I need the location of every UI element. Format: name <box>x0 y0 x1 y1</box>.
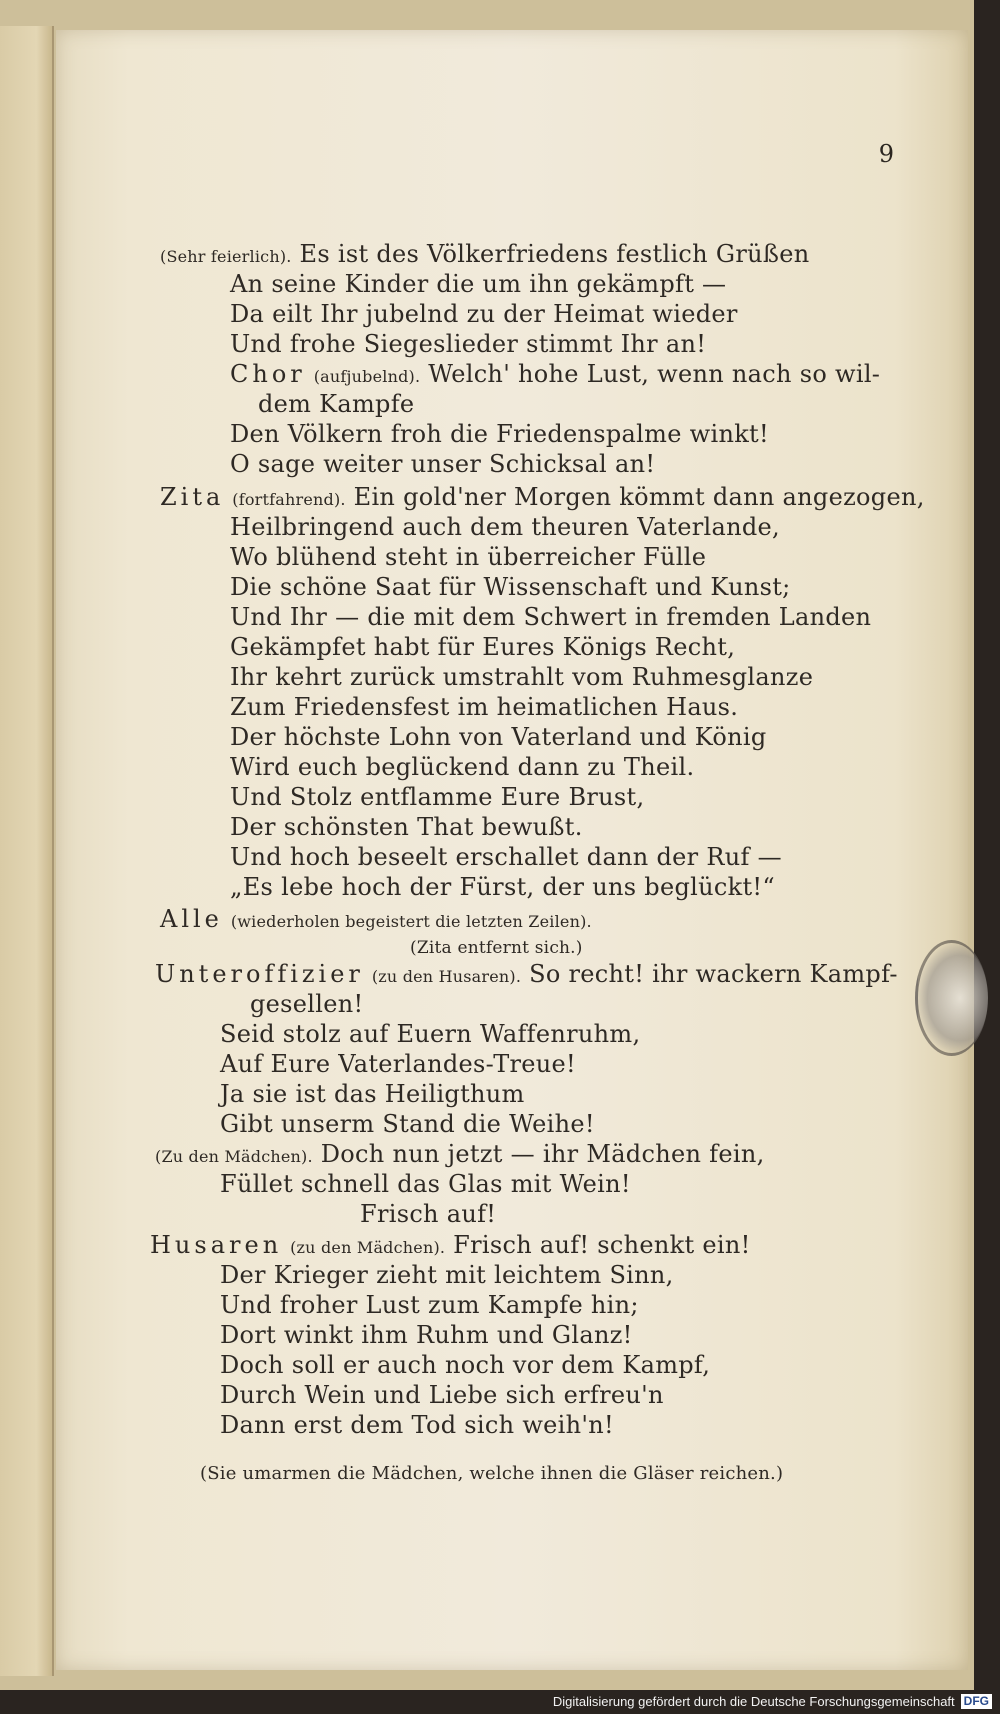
stage-direction: (zu den Mädchen). <box>290 1238 446 1257</box>
verse-text: Den Völkern froh die Friedenspalme winkt! <box>230 420 769 448</box>
verse-text: Wird euch beglückend dann zu Theil. <box>230 753 695 781</box>
verse-text: Welch' hohe Lust, wenn nach so wil- <box>428 360 881 388</box>
stage-direction: (zu den Husaren). <box>371 967 522 986</box>
text-line <box>200 1457 783 1485</box>
verse-text: Es ist des Völkerfriedens festlich Grüßen <box>299 240 810 268</box>
text-line <box>410 931 583 959</box>
verse-text: An seine Kinder die um ihn gekämpft — <box>230 270 727 298</box>
speaker-name: Unteroffizier <box>155 960 364 988</box>
text-line <box>230 633 735 661</box>
speaker-name: Chor <box>230 360 306 388</box>
verse-text: Gekämpfet habt für Eures Königs Recht, <box>230 633 736 661</box>
speaker-name: Alle <box>160 905 223 933</box>
stage-direction: (Sehr feierlich). <box>160 247 292 266</box>
stage-direction: (wiederholen begeistert die letzten Zeilen). <box>230 912 592 931</box>
text-line <box>230 543 706 571</box>
verse-text: Ihr kehrt zurück umstrahlt vom Ruhmesglanze <box>230 663 814 691</box>
text-line <box>230 663 813 691</box>
left-page-edge <box>0 26 54 1676</box>
text-line <box>150 1231 751 1259</box>
text-line <box>220 1110 595 1138</box>
verse-text: Der schönsten That bewußt. <box>230 813 583 841</box>
verse-text: Zum Friedensfest im heimatlichen Haus. <box>230 693 739 721</box>
stage-direction: (Zita entfernt sich.) <box>410 938 583 958</box>
clip-shadow <box>915 940 988 1056</box>
verse-text: Frisch auf! <box>360 1200 497 1228</box>
verse-text: Frisch auf! schenkt ein! <box>453 1231 751 1259</box>
text-line <box>250 990 363 1018</box>
stage-direction: (Sie umarmen die Mädchen, welche ihnen die Gläser reichen.) <box>200 1463 784 1484</box>
text-line <box>220 1020 640 1048</box>
speaker-name: Husaren <box>150 1231 283 1259</box>
text-line <box>220 1170 631 1198</box>
text-line <box>220 1321 633 1349</box>
text-line <box>230 753 694 781</box>
text-line <box>155 1140 765 1168</box>
footer-text: Digitalisierung gefördert durch die Deutsche Forschungsgemeinschaft <box>552 1693 955 1709</box>
verse-text: Die schöne Saat für Wissenschaft und Kunst; <box>230 573 791 601</box>
text-line <box>220 1351 710 1379</box>
text-line <box>220 1050 576 1078</box>
verse-text: Seid stolz auf Euern Waffenruhm, <box>220 1020 641 1048</box>
verse-text: Der Krieger zieht mit leichtem Sinn, <box>220 1261 674 1289</box>
verse-text: Durch Wein und Liebe sich erfreu'n <box>220 1381 664 1409</box>
text-line <box>220 1381 664 1409</box>
text-line <box>230 723 767 751</box>
dfg-logo: DFG <box>961 1694 992 1709</box>
verse-text: So recht! ihr wackern Kampf- <box>529 960 898 988</box>
verse-text: Da eilt Ihr jubelnd zu der Heimat wieder <box>230 300 738 328</box>
text-line <box>230 450 655 478</box>
verse-text: Gibt unserm Stand die Weihe! <box>220 1110 595 1138</box>
text-line <box>230 360 880 388</box>
text-line <box>160 240 809 268</box>
verse-text: Heilbringend auch dem theuren Vaterlande, <box>230 513 780 541</box>
text-line <box>258 390 414 418</box>
verse-text: Und Stolz entflamme Eure Brust, <box>230 783 645 811</box>
text-line <box>230 573 791 601</box>
verse-text: Der höchste Lohn von Vaterland und König <box>230 723 767 751</box>
verse-text: O sage weiter unser Schicksal an! <box>230 450 656 478</box>
text-line <box>230 693 738 721</box>
text-line <box>230 300 738 328</box>
verse-text: Dort winkt ihm Ruhm und Glanz! <box>220 1321 633 1349</box>
text-line <box>230 843 782 871</box>
text-line <box>220 1261 674 1289</box>
text-line <box>160 905 592 933</box>
stage-direction: (fortfahrend). <box>232 490 346 509</box>
text-line <box>230 420 769 448</box>
text-line <box>155 960 898 988</box>
text-line <box>230 813 583 841</box>
text-line <box>230 603 871 631</box>
text-line <box>230 783 644 811</box>
verse-text: Doch soll er auch noch vor dem Kampf, <box>220 1351 711 1379</box>
page-number: 9 <box>878 140 894 168</box>
verse-text: Dann erst dem Tod sich weih'n! <box>220 1411 614 1439</box>
verse-text: Füllet schnell das Glas mit Wein! <box>220 1170 631 1198</box>
verse-text: Und hoch beseelt erschallet dann der Ruf — <box>230 843 782 871</box>
verse-text: Und Ihr — die mit dem Schwert in fremden Landen <box>230 603 872 631</box>
text-line <box>230 513 780 541</box>
verse-text: Und frohe Siegeslieder stimmt Ihr an! <box>230 330 707 358</box>
text-line <box>220 1080 525 1108</box>
speaker-name: Zita <box>160 483 225 511</box>
verse-text: Wo blühend steht in überreicher Fülle <box>230 543 707 571</box>
text-line <box>230 873 775 901</box>
text-line <box>220 1291 639 1319</box>
verse-text: Ja sie ist das Heiligthum <box>220 1080 525 1108</box>
verse-text: gesellen! <box>250 990 364 1018</box>
verse-text: Doch nun jetzt — ihr Mädchen fein, <box>320 1140 765 1168</box>
text-line <box>230 270 726 298</box>
text-line <box>230 330 706 358</box>
text-line <box>360 1200 496 1228</box>
stage-direction: (Zu den Mädchen). <box>155 1147 313 1166</box>
text-line <box>220 1411 614 1439</box>
digitization-footer <box>553 1690 992 1712</box>
verse-text: Auf Eure Vaterlandes-Treue! <box>220 1050 577 1078</box>
verse-text: „Es lebe hoch der Fürst, der uns beglückt!“ <box>230 873 775 901</box>
verse-text: Und froher Lust zum Kampfe hin; <box>220 1291 639 1319</box>
verse-text: dem Kampfe <box>258 390 415 418</box>
text-line <box>160 483 925 511</box>
verse-text: Ein gold'ner Morgen kömmt dann angezogen, <box>353 483 925 511</box>
stage-direction: (aufjubelnd). <box>313 367 421 386</box>
